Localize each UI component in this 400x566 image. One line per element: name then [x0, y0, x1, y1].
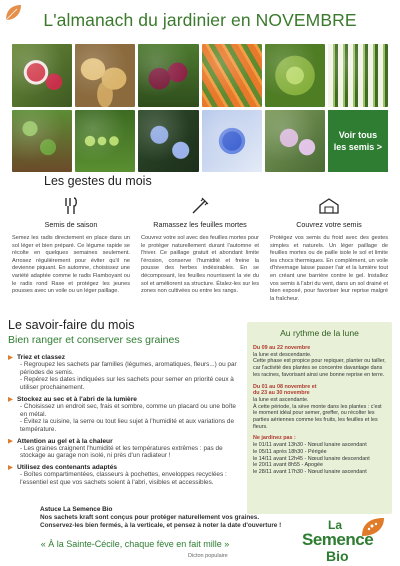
tip-title: Attention au gel et à la chaleur [17, 437, 113, 445]
broad-bean-plant-photo[interactable] [12, 110, 72, 173]
tip-line: - Évitez la cuisine, la serre ou tout lieu sujet à l'humidité et aux variations de température. [20, 418, 234, 433]
moon-line: la lune est ascendante. [253, 396, 309, 403]
la-semence-bio-logo[interactable] [298, 518, 394, 564]
tip-item [8, 354, 244, 392]
moon-line: À cette période, la sève monte dans les plantes : c'est le moment idéal pour semer, greffer, ou récolter les parties aériennes comme les fruits, les feuilles et les fleurs. [253, 403, 382, 430]
geste-title: Ramassez les feuilles mortes [153, 220, 247, 229]
geste-title: Semis de saison [44, 220, 98, 229]
lettuce-photo[interactable] [265, 44, 325, 107]
carrot-photo[interactable] [202, 44, 262, 107]
tip-title: Stockez au sec et à l'abri de la lumière [17, 395, 137, 403]
no-garden-item: le 28/11 avant 17h30 - Nœud lunaire ascendant [253, 468, 367, 475]
moon-heading: Au rythme de la lune [280, 328, 359, 338]
gestes-section [12, 195, 388, 303]
gestes-heading: Les gestes du mois [44, 174, 152, 188]
cta-line2: les semis > [333, 141, 383, 152]
geste-body: Couvrez votre sol avec des feuilles mortes pour le protéger naturellement durant l'automne et l'hiver. Ce paillage gratuit et abondant limite l'érosion, conserve l'humidité et freine la pousse des herbes indésirables. En se décomposant, les feuilles nourrissent la vie du sol et améliorent sa structure. Étalez-les sur les zones non cultivées ou entre les rangs. [141, 235, 259, 295]
no-garden-item: le 20/11 avant 8h55 - Apogée [253, 462, 324, 469]
seed-packet-icon [12, 195, 130, 217]
arrow-bullet-icon [8, 465, 13, 470]
savoir-faire-section [8, 318, 244, 490]
geste-body: Protégez vos semis du froid avec des gestes simples et naturels. Un léger paillage de feuilles mortes ou de paille isole le sol et limite les chocs thermiques. En complément, un voile d'hivernage laisse passer l'air et la lumière tout en créant une barrière contre le gel. Installez vos semis à l'abri du vent, dans un sol drainé et bien exposé, pour favoriser leur reprise malgré la fraîcheur. [270, 235, 388, 302]
no-garden-days [253, 435, 386, 475]
leaf-icon [2, 2, 24, 24]
poppy-flower-photo[interactable] [265, 110, 325, 173]
logo-text-la: La [328, 518, 343, 532]
no-garden-item: le 05/11 après 18h30 - Périgée [253, 448, 327, 455]
geste-title: Couvrez votre semis [296, 220, 362, 229]
nigella-flower-photo[interactable] [138, 110, 198, 173]
tip-line: - Regroupez les sachets par familles (légumes, aromatiques, fleurs...) ou par périodes de semis. [20, 361, 237, 376]
tip-item [8, 396, 244, 434]
no-garden-item: le 14/11 avant 12h45 - Nœud lunaire descendant [253, 455, 370, 462]
geste-item [141, 195, 259, 303]
tip-title: Utilisez des contenants adaptés [17, 464, 118, 472]
potato-photo[interactable] [75, 44, 135, 107]
cornflower-photo[interactable] [202, 110, 262, 173]
leek-photo[interactable] [328, 44, 388, 107]
moon-line: la lune est descendante. [253, 351, 312, 358]
tip-line: - Repérez les dates indiquées sur les sachets pour semer en priorité ceux à utiliser prochainement. [20, 376, 234, 392]
proverb-source: Dicton populaire [188, 553, 228, 559]
geste-item [270, 195, 388, 303]
no-garden-item: le 01/11 avant 13h30 - Nœud lunaire ascendant [253, 442, 367, 449]
arrow-bullet-icon [8, 355, 13, 360]
no-garden-title: Ne jardinez pas : [253, 435, 296, 442]
seed-photo-grid [12, 44, 388, 172]
page-title: L'almanach du jardinier en NOVEMBRE [43, 10, 357, 30]
cta-line1: Voir tous [338, 129, 378, 140]
moon-date: du 23 au 30 novembre [253, 390, 310, 397]
savoir-subheading: Bien ranger et conserver ses graines [8, 334, 180, 346]
moon-calendar-box [247, 322, 392, 514]
moon-line: Cette phase est propice pour repiquer, planter ou tailler, car l'activité des plantes se concentre davantage dans les racines, favorisant ainsi une bonne reprise en terre. [253, 358, 386, 378]
savoir-heading: Le savoir-faire du mois [8, 318, 135, 332]
logo-text-semence: Semence [302, 530, 374, 549]
tip-line: - Les graines craignent l'humidité et les températures extrêmes : pas de stockage au garage non isolé, ni près d'un radiateur ! [20, 444, 223, 460]
geste-body: Semez les radis directement en place dans un sol léger et bien préparé. Ce légume rapide se récolte en quelques semaines seulement. Arrosez régulièrement pour éviter qu'il ne devienne piquant. En automne, choisissez une variété adaptée comme le radis Flamboyant ou le radis rond Raxe et protégez les jeunes pousses avec un voile ou un léger paillage. [12, 235, 130, 295]
geste-item [12, 195, 130, 303]
tip-line: - Boîtes compartimentées, classeurs à pochettes, enveloppes recyclées : l'essentiel est que vos sachets soient à l'abri, visibles et accessibles. [20, 471, 227, 486]
tip-title: Triez et classez [17, 354, 66, 361]
arrow-bullet-icon [8, 397, 13, 402]
header [0, 0, 400, 42]
proverb-quote: « À la Sainte-Cécile, chaque fève en fait mille » [40, 539, 230, 549]
astuce-box [40, 506, 290, 529]
astuce-title: Astuce La Semence Bio [40, 506, 113, 513]
pea-pod-photo[interactable] [75, 110, 135, 173]
see-all-seeds-button[interactable] [328, 110, 388, 173]
astuce-line: Nos sachets kraft sont conçus pour protéger naturellement vos graines. [40, 513, 260, 521]
tip-item [8, 464, 244, 486]
rake-icon [141, 195, 259, 217]
astuce-line: Conservez-les bien fermés, à la verticale, et pensez à noter la date d'ouverture ! [40, 521, 282, 529]
moon-date: Du 01 au 08 novembre et [253, 383, 317, 390]
beet-photo[interactable] [138, 44, 198, 107]
greenhouse-icon [270, 195, 388, 217]
radish-photo[interactable] [12, 44, 72, 107]
moon-date: Du 09 au 22 novembre [253, 345, 311, 351]
moon-block [253, 384, 386, 431]
arrow-bullet-icon [8, 439, 13, 444]
tip-line: - Choisissez un endroit sec, frais et sombre, comme un placard ou une boîte en métal. [20, 402, 236, 418]
moon-block [253, 345, 386, 379]
logo-text-bio: Bio [326, 548, 349, 564]
tip-item [8, 438, 244, 460]
